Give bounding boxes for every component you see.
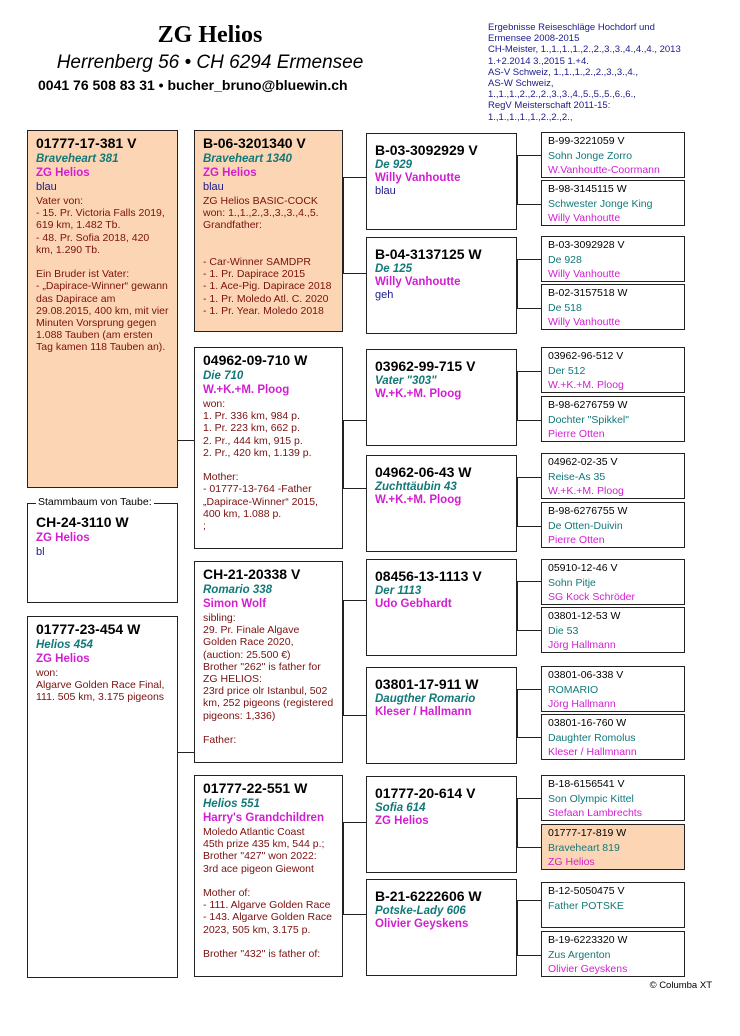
pigeon-ring-number: B-18-6156541 V xyxy=(548,778,625,790)
pigeon-owner: Olivier Geyskens xyxy=(375,918,469,930)
connector xyxy=(517,581,541,582)
pigeon-ring-number: 04962-02-35 V xyxy=(548,456,618,468)
pigeon-name: Dochter "Spikkel" xyxy=(548,413,629,426)
connector xyxy=(517,477,518,526)
gen4-card[interactable] xyxy=(541,347,685,393)
pigeon-name: Helios 551 xyxy=(203,798,260,810)
pigeon-name: Schwester Jonge King xyxy=(548,197,653,210)
pigeon-name: Die 53 xyxy=(548,624,579,637)
pigeon-owner: Jörg Hallmann xyxy=(548,639,616,651)
pigeon-ring-number: B-98-3145115 W xyxy=(548,183,627,195)
pigeon-name: De 518 xyxy=(548,301,582,314)
pigeon-ring-number: B-03-3092929 V xyxy=(375,142,478,158)
connector xyxy=(517,689,518,737)
gen3-card[interactable] xyxy=(366,879,517,976)
pigeon-info: sibling: 29. Pr. Finale Algave Golden Race 2020, (auction: 25.500 €) Brother "262" is father for ZG HELIOS: 23rd price olr Istanbul, 502 km, 252 pigeons (registered pigeons: 1,336) Father: xyxy=(203,612,334,747)
pigeon-name: Die 710 xyxy=(203,370,244,382)
gen2-card[interactable] xyxy=(194,130,343,332)
pigeon-info: Moledo Atlantic Coast 45th prize 435 km, 544 p.; Brother "427" won 2022: 3rd ace pigeon Giewont Mother of: - 111. Algarve Golden Race - 143. Algarve Golden Race 2023, 505 km, 3.175 p. Brother "432" is father of: xyxy=(203,826,332,961)
pigeon-owner: Willy Vanhoutte xyxy=(375,276,461,288)
connector xyxy=(517,689,541,690)
connector xyxy=(517,259,518,308)
pigeon-owner: Olivier Geyskens xyxy=(548,963,628,975)
connector xyxy=(517,371,518,420)
pigeon-owner: Jörg Hallmann xyxy=(548,698,616,710)
pigeon-ring-number: B-04-3137125 W xyxy=(375,246,482,262)
pigeon-name: Der 512 xyxy=(548,364,586,377)
pigeon-ring-number: B-98-6276759 W xyxy=(548,399,628,411)
connector xyxy=(343,914,366,915)
subject-card[interactable] xyxy=(27,503,178,603)
gen2-card[interactable] xyxy=(194,775,343,977)
connector xyxy=(517,900,541,901)
gen3-card[interactable] xyxy=(366,349,517,446)
pigeon-name: Romario 338 xyxy=(203,584,273,596)
pigeon-owner: W.+K.+M. Ploog xyxy=(375,388,462,400)
dam-card[interactable] xyxy=(27,616,178,978)
subject-ring-number: CH-24-3110 W xyxy=(36,514,129,530)
connector xyxy=(343,822,366,823)
connector xyxy=(178,440,194,441)
results-summary xyxy=(488,22,698,123)
gen4-card[interactable] xyxy=(541,132,685,178)
breeder-title: ZG Helios xyxy=(157,22,263,48)
breeder-contact: 0041 76 508 83 31 • bucher_bruno@bluewin.ch xyxy=(38,77,348,93)
gen4-card[interactable] xyxy=(541,502,685,548)
pigeon-color: blau xyxy=(375,185,396,197)
gen4-card[interactable] xyxy=(541,607,685,653)
gen3-card[interactable] xyxy=(366,455,517,552)
pigeon-ring-number: B-12-5050475 V xyxy=(548,885,625,897)
pigeon-owner: W.+K.+M. Ploog xyxy=(203,384,290,396)
pigeon-name: Braveheart 819 xyxy=(548,841,620,854)
gen3-card[interactable] xyxy=(366,133,517,230)
pigeon-ring-number: B-98-6276755 W xyxy=(548,505,628,517)
connector xyxy=(343,273,366,274)
sire-ring-number: 01777-17-381 V xyxy=(36,135,137,151)
sire-card[interactable] xyxy=(27,130,178,488)
pigeon-ring-number: 03801-16-760 W xyxy=(548,717,627,729)
pigeon-ring-number: 01777-20-614 V xyxy=(375,785,476,801)
gen4-card[interactable] xyxy=(541,882,685,928)
gen4-card[interactable] xyxy=(541,666,685,712)
connector xyxy=(343,822,344,914)
gen2-card[interactable] xyxy=(194,347,343,549)
connector xyxy=(343,177,366,178)
pigeon-owner: Willy Vanhoutte xyxy=(548,212,621,224)
connector xyxy=(517,155,541,156)
dam-owner: ZG Helios xyxy=(36,653,90,665)
pigeon-name: Vater "303" xyxy=(375,375,437,387)
pigeon-name: De 928 xyxy=(548,253,582,266)
pigeon-ring-number: 03801-17-911 W xyxy=(375,676,479,692)
subject-color: bl xyxy=(36,546,45,558)
pigeon-ring-number: 08456-13-1113 V xyxy=(375,568,482,584)
pigeon-ring-number: 04962-09-710 W xyxy=(203,352,308,368)
connector xyxy=(343,715,366,716)
pigeon-name: De 125 xyxy=(375,263,413,275)
connector xyxy=(517,477,541,478)
gen4-card[interactable] xyxy=(541,396,685,442)
pigeon-owner: W.+K.+M. Ploog xyxy=(548,379,624,391)
pigeon-owner: ZG Helios xyxy=(548,856,595,868)
sire-owner: ZG Helios xyxy=(36,167,90,179)
connector xyxy=(517,581,518,630)
pigeon-owner: ZG Helios xyxy=(375,815,429,827)
pigeon-color: geh xyxy=(375,289,394,301)
pigeon-name: ROMARIO xyxy=(548,683,599,696)
pigeon-owner: Kleser / Hallmnann xyxy=(548,746,637,758)
pigeon-owner: Pierre Otten xyxy=(548,534,605,546)
pigeon-owner: Willy Vanhoutte xyxy=(548,316,621,328)
pigeon-name: Reise-As 35 xyxy=(548,470,606,483)
pigeon-name: Daugther Romario xyxy=(375,693,476,705)
connector xyxy=(343,600,366,601)
connector xyxy=(517,955,541,956)
pigeon-ring-number: B-21-6222606 W xyxy=(375,888,482,904)
pigeon-name: De 929 xyxy=(375,159,413,171)
breeder-address: Herrenberg 56 • CH 6294 Ermensee xyxy=(56,52,364,73)
connector xyxy=(343,488,366,489)
pigeon-ring-number: B-99-3221059 V xyxy=(548,135,625,147)
pigeon-ring-number: B-19-6223320 W xyxy=(548,934,628,946)
connector xyxy=(517,847,541,848)
pigeon-owner: Udo Gebhardt xyxy=(375,598,452,610)
pigeon-ring-number: 04962-06-43 W xyxy=(375,464,472,480)
pigeon-owner: Kleser / Hallmann xyxy=(375,706,472,718)
gen3-card[interactable] xyxy=(366,667,517,764)
pigeon-name: Potske-Lady 606 xyxy=(375,905,466,917)
pigeon-info: ZG Helios BASIC-COCK won: 1.,1.,2.,3.,3.,3.,4.,5. Grandfather: - Car-Winner SAMDPR - 1. Pr. Dapirace 2015 - 1. Ace-Pig. Dapirace 2018 - 1. Pr. Moledo Atl. C. 2020 - 1. Pr. Year. Moledo 2018 xyxy=(203,195,332,317)
connector xyxy=(517,371,541,372)
pigeon-ring-number: 01777-22-551 W xyxy=(203,780,308,796)
connector xyxy=(343,420,344,488)
connector xyxy=(517,737,541,738)
pigeon-name: Sohn Pitje xyxy=(548,576,596,589)
dam-name: Helios 454 xyxy=(36,639,93,651)
pigeon-name: De Otten-Duivin xyxy=(548,519,623,532)
gen3-card[interactable] xyxy=(366,776,517,873)
gen4-card[interactable] xyxy=(541,824,685,870)
pigeon-ring-number: B-03-3092928 V xyxy=(548,239,625,251)
pigeon-color: blau xyxy=(203,181,224,193)
connector xyxy=(343,177,344,273)
gen4-card[interactable] xyxy=(541,559,685,605)
pigeon-name: Daughter Romolus xyxy=(548,731,636,744)
gen4-card[interactable] xyxy=(541,931,685,977)
gen4-card[interactable] xyxy=(541,453,685,499)
pigeon-name: Zuchttäubin 43 xyxy=(375,481,457,493)
pigeon-owner: W.+K.+M. Ploog xyxy=(375,494,462,506)
connector xyxy=(517,798,541,799)
pigeon-ring-number: B-06-3201340 V xyxy=(203,135,306,151)
pigeon-ring-number: 03962-99-715 V xyxy=(375,358,476,374)
connector xyxy=(517,204,541,205)
pigeon-ring-number: 03801-06-338 V xyxy=(548,669,624,681)
gen3-card[interactable] xyxy=(366,559,517,656)
pigeon-owner: Pierre Otten xyxy=(548,428,605,440)
gen4-card[interactable] xyxy=(541,775,685,821)
connector xyxy=(517,308,541,309)
connector xyxy=(343,420,366,421)
pigeon-owner: Willy Vanhoutte xyxy=(548,268,621,280)
sire-info: Vater von: - 15. Pr. Victoria Falls 2019, 619 km, 1.482 Tb. - 48. Pr. Sofia 2018, 420 km, 1.290 Tb. Ein Bruder ist Vater: - „Dapirace-Winner“ gewann das Dapirace am 29.08.2015, 400 km, mit vier Minuten Vorsprung gegen 1.088 Tauben (am ersten Tag kamen 118 Tauben an). xyxy=(36,195,169,354)
connector xyxy=(517,630,541,631)
pigeon-name: Der 1113 xyxy=(375,585,422,597)
pigeon-owner: Simon Wolf xyxy=(203,598,267,610)
connector xyxy=(517,798,518,847)
connector xyxy=(343,600,344,715)
pigeon-owner: ZG Helios xyxy=(203,167,257,179)
pigeon-ring-number: B-02-3157518 W xyxy=(548,287,628,299)
connector xyxy=(178,752,194,753)
sire-name: Braveheart 381 xyxy=(36,153,119,165)
pigeon-name: Sohn Jonge Zorro xyxy=(548,149,633,162)
pigeon-ring-number: 05910-12-46 V xyxy=(548,562,618,574)
pigeon-name: Son Olympic Kittel xyxy=(548,792,634,805)
pigeon-ring-number: 03801-12-53 W xyxy=(548,610,621,622)
sire-color: blau xyxy=(36,181,57,193)
connector xyxy=(517,259,541,260)
pigeon-owner: SG Kock Schröder xyxy=(548,591,635,603)
gen4-card[interactable] xyxy=(541,714,685,760)
subject-owner: ZG Helios xyxy=(36,532,90,544)
pigeon-name: Zus Argenton xyxy=(548,948,611,961)
connector xyxy=(517,526,541,527)
pigeon-owner: Harry's Grandchildren xyxy=(203,812,324,824)
pigeon-owner: Willy Vanhoutte xyxy=(375,172,461,184)
pigeon-ring-number: 03962-96-512 V xyxy=(548,350,624,362)
pigeon-owner: W.+K.+M. Ploog xyxy=(548,485,624,497)
pigeon-name: Braveheart 1340 xyxy=(203,153,292,165)
dam-info: won: Algarve Golden Race Final, 111. 505 km, 3.175 pigeons xyxy=(36,667,165,704)
pigeon-owner: Stefaan Lambrechts xyxy=(548,807,642,819)
pigeon-name: Father POTSKE xyxy=(548,899,624,912)
gen2-card[interactable] xyxy=(194,561,343,763)
subject-legend: Stammbaum von Taube: xyxy=(38,496,152,508)
gen4-card[interactable] xyxy=(541,236,685,282)
connector xyxy=(517,420,541,421)
pigeon-info: won: 1. Pr. 336 km, 984 p. 1. Pr. 223 km, 662 p. 2. Pr., 444 km, 915 p. 2. Pr., 420 km, 1.139 p. Mother: - 01777-13-764 -Father „Dapirace-Winner“ 2015, 400 km, 1.088 p. ; xyxy=(203,398,318,533)
gen3-card[interactable] xyxy=(366,237,517,334)
pigeon-ring-number: CH-21-20338 V xyxy=(203,566,301,582)
pigeon-name: Sofia 614 xyxy=(375,802,426,814)
pigeon-ring-number: 01777-17-819 W xyxy=(548,827,627,839)
gen4-card[interactable] xyxy=(541,284,685,330)
copyright-footer: © Columba XT xyxy=(649,980,712,991)
connector xyxy=(517,900,518,955)
pigeon-owner: W.Vanhoutte-Coormann xyxy=(548,164,660,176)
gen4-card[interactable] xyxy=(541,180,685,226)
connector xyxy=(517,155,518,204)
results-text: Ergebnisse Reiseschläge Hochdorf und Ermensee 2008-2015 CH-Meister, 1.,1.,1.,1.,2.,2.,3.,3.,4.,4.,4., 2013 1.+2.2014 3.,2015 1.+4. AS-V Schweiz, 1.,1.,1.,2.,2.,3.,3.,4., AS-W Schweiz, 1.,1.,1.,2.,2.,2.,3.,3.,4.,5.,5.,5.,6.,6., RegV Meisterschaft 2011-15: 1.,1.,1.,1.,1.,2.,2.,2., xyxy=(488,22,681,123)
dam-ring-number: 01777-23-454 W xyxy=(36,621,141,637)
